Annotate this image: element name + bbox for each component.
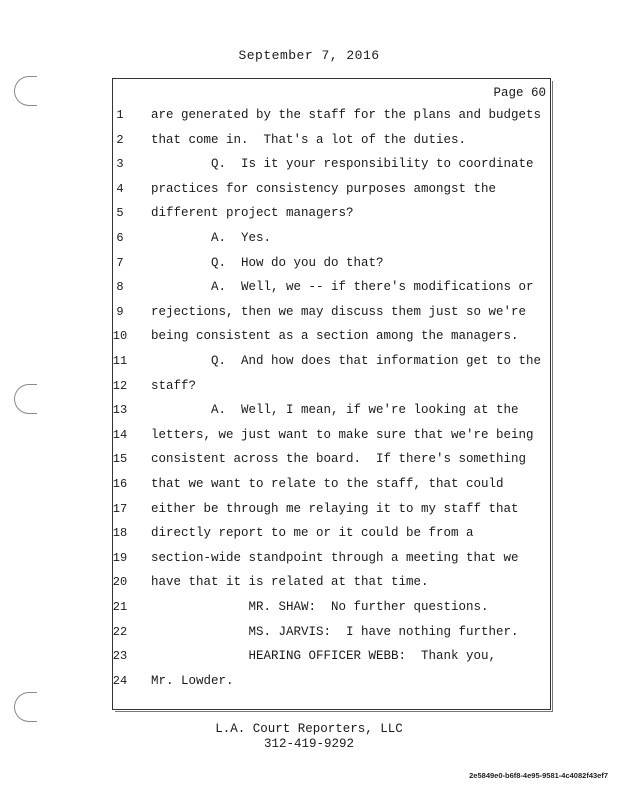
- line-number: 5: [116, 206, 124, 221]
- line-text: Mr. Lowder.: [151, 673, 234, 688]
- line-text: A. Well, I mean, if we're looking at the: [151, 403, 519, 418]
- line-number: 15: [112, 452, 128, 467]
- line-text: different project managers?: [151, 206, 354, 221]
- line-text: A. Yes.: [151, 231, 272, 245]
- binder-hole-top: [14, 76, 37, 106]
- line-text: that come in. That's a lot of the duties.: [151, 132, 467, 147]
- line-number: 22: [112, 624, 128, 639]
- line-number: 1: [116, 108, 124, 122]
- line-text: staff?: [151, 378, 197, 393]
- line-text: either be through me relaying it to my staff that: [151, 501, 519, 516]
- line-number: 10: [112, 329, 128, 344]
- line-text: Q. And how does that information get to the: [151, 354, 542, 368]
- line-text: are generated by the staff for the plans and budgets: [151, 108, 542, 122]
- line-text: section-wide standpoint through a meeting that we: [151, 550, 519, 565]
- transcript-frame: [112, 78, 551, 710]
- line-number: 8: [116, 280, 124, 295]
- line-text: directly report to me or it could be from a: [151, 526, 474, 541]
- line-text: Q. How do you do that?: [151, 255, 384, 270]
- binder-hole-bottom: [14, 692, 37, 722]
- line-text: HEARING OFFICER WEBB: Thank you,: [151, 649, 497, 664]
- line-number: 21: [112, 600, 128, 614]
- line-text: have that it is related at that time.: [151, 575, 429, 590]
- line-text: practices for consistency purposes amongst the: [151, 181, 497, 196]
- line-number: 20: [112, 575, 128, 590]
- footer-company: L.A. Court Reporters, LLC: [215, 722, 403, 736]
- document-id: 2e5849e0-b6f8-4e95-9581-4c4082f43ef7: [469, 771, 608, 780]
- line-text: MR. SHAW: No further questions.: [151, 600, 489, 614]
- line-text: rejections, then we may discuss them just so we're: [151, 304, 527, 319]
- line-number: 2: [116, 132, 124, 147]
- line-number: 13: [112, 403, 128, 418]
- line-number: 4: [116, 181, 124, 196]
- binder-hole-middle: [14, 384, 37, 414]
- line-number: 3: [116, 157, 124, 172]
- page-number: Page 60: [493, 86, 546, 100]
- footer-phone: 312-419-9292: [263, 737, 354, 751]
- line-number: 18: [112, 526, 128, 541]
- line-number: 7: [116, 255, 124, 270]
- header-date: September 7, 2016: [238, 48, 380, 63]
- line-text: that we want to relate to the staff, that could: [151, 477, 504, 491]
- line-number: 24: [112, 673, 128, 688]
- line-text: Q. Is it your responsibility to coordinate: [151, 157, 534, 172]
- line-number: 17: [112, 501, 128, 516]
- line-number: 23: [112, 649, 128, 664]
- line-number: 14: [112, 427, 128, 442]
- line-number: 6: [116, 231, 124, 245]
- line-number: 9: [116, 304, 124, 319]
- line-number: 11: [112, 354, 128, 368]
- line-text: letters, we just want to make sure that we're being: [151, 427, 534, 442]
- line-text: consistent across the board. If there's something: [151, 452, 527, 467]
- line-number: 19: [112, 550, 128, 565]
- line-text: MS. JARVIS: I have nothing further.: [151, 624, 519, 639]
- line-text: A. Well, we -- if there's modifications or: [151, 280, 534, 295]
- line-text: being consistent as a section among the managers.: [151, 329, 519, 344]
- line-number: 16: [112, 477, 128, 491]
- line-number: 12: [112, 378, 128, 393]
